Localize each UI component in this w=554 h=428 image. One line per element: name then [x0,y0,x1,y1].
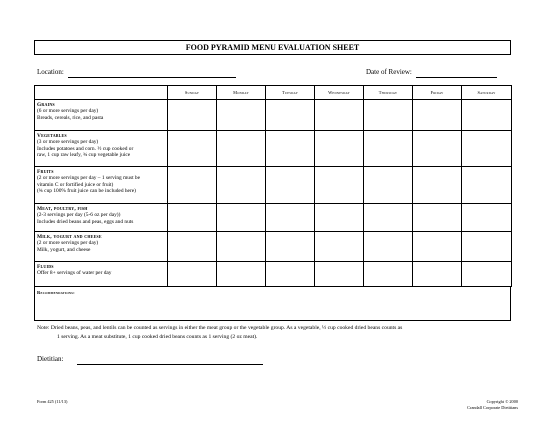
entry-cell[interactable] [217,232,266,262]
food-group-cell: Fruits (2 or more servings per day – 1 serving must be vitamin C or fortified juice or fruit) (¾ cup 100% fruit juice can be included here) [35,167,168,204]
entry-cell[interactable] [413,131,462,167]
corner-cell [35,86,168,100]
entry-cell[interactable] [266,262,315,287]
entry-cell[interactable] [364,100,413,131]
entry-cell[interactable] [315,232,364,262]
day-header: Monday [217,86,266,100]
entry-cell[interactable] [315,262,364,287]
review-date-line[interactable] [416,68,497,78]
day-header: Thursday [364,86,413,100]
dietitian-line[interactable] [77,355,263,365]
recommendations-box[interactable] [34,287,511,321]
entry-cell[interactable] [413,100,462,131]
entry-cell[interactable] [217,131,266,167]
entry-cell[interactable] [364,167,413,204]
entry-cell[interactable] [266,232,315,262]
menu-evaluation-table [34,85,512,287]
entry-cell[interactable] [266,167,315,204]
review-date-field[interactable] [366,68,497,78]
day-header: Tuesday [266,86,315,100]
entry-cell[interactable] [168,131,217,167]
day-header: Sunday [168,86,217,100]
recommendations-label: Recommendations: [37,290,75,295]
food-group-cell: Grains (6 or more servings per day) Breads, cereals, rice, and pasta [35,100,168,131]
entry-cell[interactable] [413,167,462,204]
entry-cell[interactable] [364,262,413,287]
entry-cell[interactable] [266,131,315,167]
entry-cell[interactable] [462,167,512,204]
food-group-cell: Milk, yogurt and cheese (2 or more servings per day) Milk, yogurt, and cheese [35,232,168,262]
food-group-name: Grains [37,101,55,108]
day-header: Wednesday [315,86,364,100]
entry-cell[interactable] [462,204,512,232]
entry-cell[interactable] [364,204,413,232]
food-group-name: Milk, yogurt and cheese [37,233,102,240]
entry-cell[interactable] [217,167,266,204]
entry-cell[interactable] [168,100,217,131]
entry-cell[interactable] [168,262,217,287]
entry-cell[interactable] [315,100,364,131]
review-date-label: Date of Review: [366,68,412,76]
table-row [35,100,512,131]
dietitian-field[interactable] [37,355,263,365]
entry-cell[interactable] [315,167,364,204]
entry-cell[interactable] [217,262,266,287]
table-row [35,131,512,167]
entry-cell[interactable] [413,204,462,232]
table-row [35,167,512,204]
food-group-cell: Meat, poultry, fish (2-3 servings per day (5-6 oz per day)) Includes dried beans and peas, eggs and nuts [35,204,168,232]
entry-cell[interactable] [462,131,512,167]
food-group-name: Vegetables [37,132,67,139]
entry-cell[interactable] [413,262,462,287]
location-line[interactable] [68,68,236,78]
table-row [35,232,512,262]
entry-cell[interactable] [168,204,217,232]
food-group-name: Meat, poultry, fish [37,205,88,212]
note-text: Note: Dried beans, peas, and lentils can be counted as servings in either the meat group or the vegetable group. As a vegetable, ½ cup cooked dried beans counts as 1 serving. As a meat substitute, 1 cup cooked dried beans counts as 1 serving (2 oz meat). [37,325,403,340]
day-header: Saturday [462,86,512,100]
entry-cell[interactable] [217,204,266,232]
entry-cell[interactable] [462,262,512,287]
entry-cell[interactable] [315,204,364,232]
food-group-name: Fruits [37,168,54,175]
entry-cell[interactable] [462,100,512,131]
location-label: Location: [37,68,64,76]
entry-cell[interactable] [168,232,217,262]
entry-cell[interactable] [462,232,512,262]
entry-cell[interactable] [266,204,315,232]
table-row [35,204,512,232]
entry-cell[interactable] [413,232,462,262]
entry-cell[interactable] [364,232,413,262]
entry-cell[interactable] [168,167,217,204]
sheet-title: FOOD PYRAMID MENU EVALUATION SHEET [34,40,511,55]
day-header-row [35,86,512,100]
table-row [35,262,512,287]
day-header: Friday [413,86,462,100]
food-group-cell: Fluids Offer 8+ servings of water per day [35,262,168,287]
location-field[interactable] [37,68,236,78]
entry-cell[interactable] [217,100,266,131]
entry-cell[interactable] [266,100,315,131]
entry-cell[interactable] [364,131,413,167]
food-group-cell: Vegetables (3 or more servings per day) Includes potatoes and corn. ½ cup cooked or raw, 1 cup raw leafy, ¾ cup vegetable juice [35,131,168,167]
form-number: Form 425 (11/13) [37,399,68,404]
food-group-name: Fluids [37,263,54,270]
entry-cell[interactable] [315,131,364,167]
dietitian-label: Dietitian: [37,355,64,363]
copyright-block: Copyright © 2000 Crandall Corporate Dietitians [467,399,518,410]
